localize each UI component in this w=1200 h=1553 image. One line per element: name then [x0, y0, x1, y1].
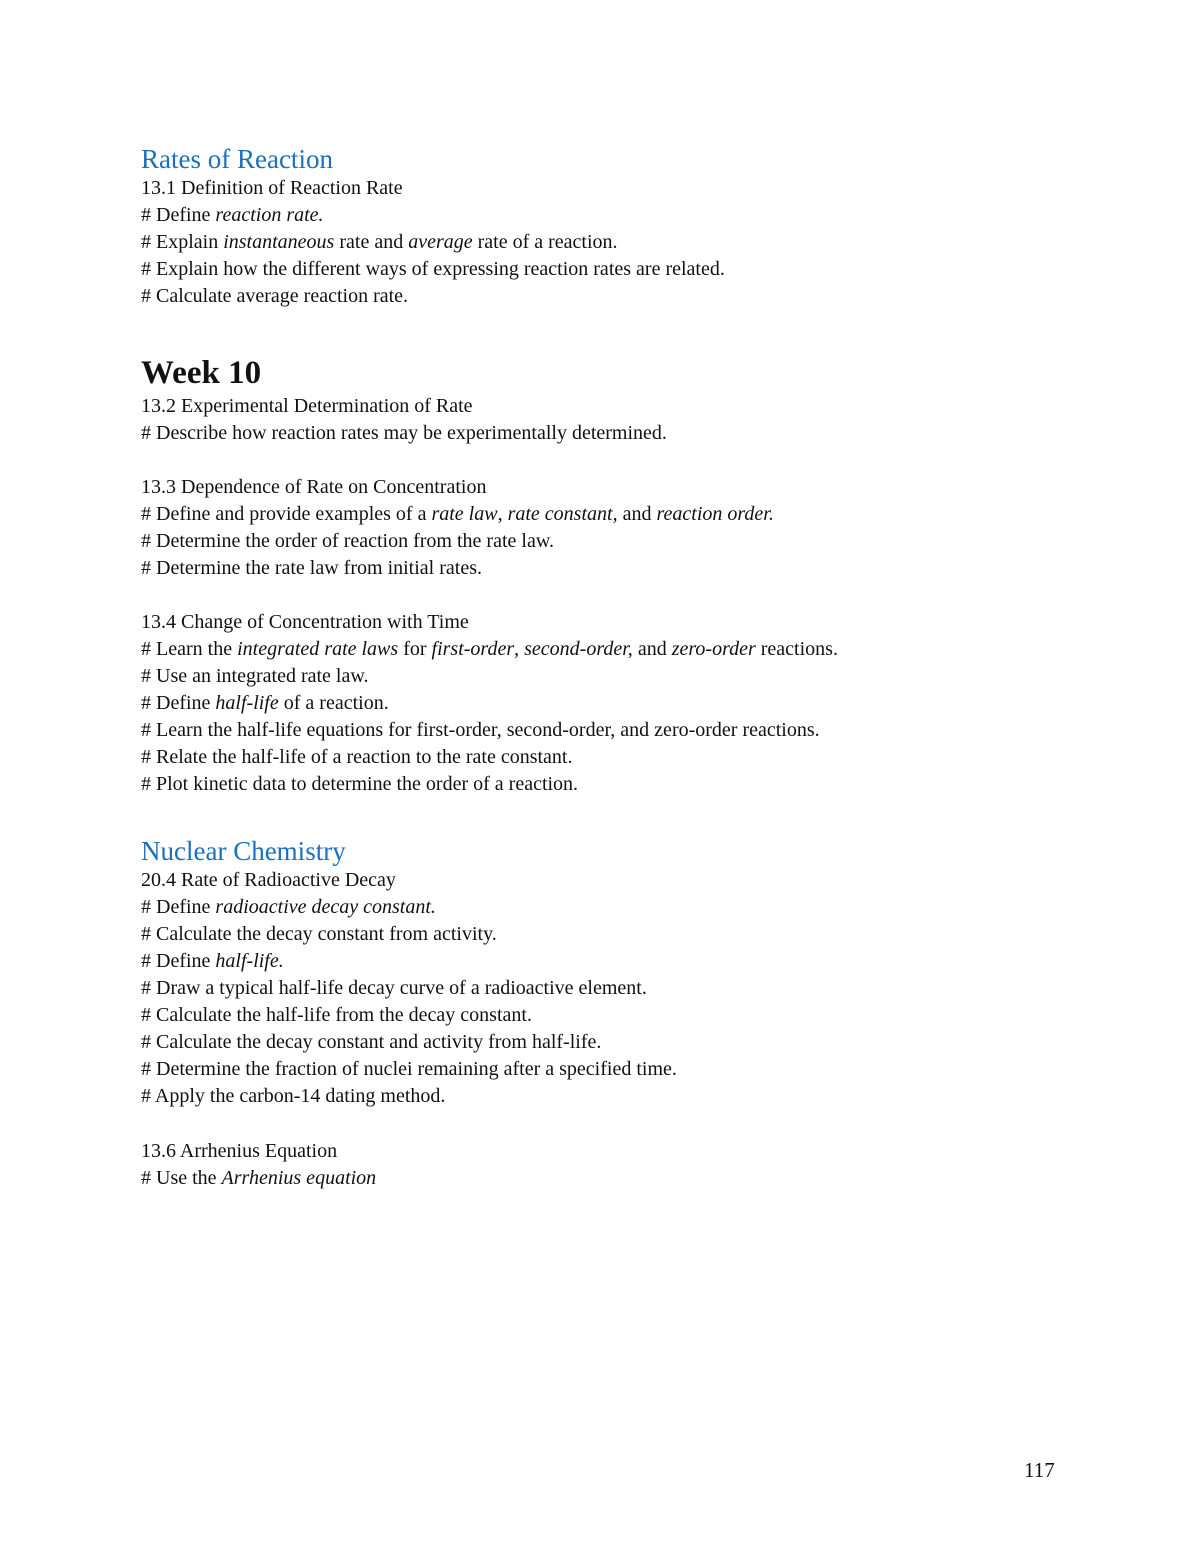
objective-list	[141, 202, 1101, 310]
week-title: Week 10	[141, 355, 262, 391]
objective-text: # Learn the	[141, 638, 238, 660]
objective-text: # Calculate average reaction rate.	[141, 285, 409, 307]
page-number: 117	[1024, 1458, 1055, 1482]
objective-emphasis: first-order	[431, 638, 515, 660]
objective-text: # Learn the half-life equations for first-order, second-order, and zero-order reactions.	[141, 719, 820, 741]
objective-text: # Explain	[141, 231, 224, 253]
objective-text: # Determine the order of reaction from the rate law.	[141, 530, 554, 552]
objective-item	[141, 663, 1101, 690]
objective-text: ,	[497, 503, 508, 525]
objective-item	[141, 229, 1101, 256]
objective-text: # Calculate the half-life from the decay constant.	[141, 1004, 532, 1026]
section-concentration-time	[141, 609, 1101, 798]
objective-item	[141, 501, 1101, 528]
objective-text: reactions.	[755, 638, 838, 660]
topic-heading: 13.2 Experimental Determination of Rate	[141, 395, 473, 417]
objective-item	[141, 1083, 1101, 1110]
section-week-10	[141, 353, 1101, 447]
section-title: Rates of Reaction	[141, 144, 333, 174]
objective-text: # Define	[141, 896, 216, 918]
objective-emphasis: Arrhenius equation	[221, 1167, 377, 1189]
objective-text: and	[617, 503, 657, 525]
objective-emphasis: average	[408, 231, 473, 253]
objective-item	[141, 528, 1101, 555]
topic-heading: 13.1 Definition of Reaction Rate	[141, 177, 403, 199]
objective-text: # Define	[141, 692, 216, 714]
section-rate-concentration	[141, 474, 1101, 582]
objective-item	[141, 1056, 1101, 1083]
objective-item	[141, 256, 1101, 283]
objective-item	[141, 690, 1101, 717]
objective-item	[141, 1029, 1101, 1056]
objective-text: rate of a reaction.	[472, 231, 618, 253]
section-title: Nuclear Chemistry	[141, 836, 346, 866]
objective-item	[141, 771, 1101, 798]
objective-item	[141, 975, 1101, 1002]
objective-list	[141, 894, 1101, 1110]
objective-item	[141, 1002, 1101, 1029]
objective-text: # Explain how the different ways of expressing reaction rates are related.	[141, 258, 725, 280]
section-arrhenius	[141, 1138, 1101, 1192]
objective-text: # Define	[141, 950, 216, 972]
objective-item	[141, 636, 1101, 663]
objective-text: # Define and provide examples of a	[141, 503, 432, 525]
objective-emphasis: rate law	[431, 503, 498, 525]
objective-list	[141, 420, 1101, 447]
objective-list	[141, 501, 1101, 582]
objective-text: of a reaction.	[278, 692, 389, 714]
objective-item	[141, 555, 1101, 582]
objective-text: # Determine the rate law from initial rates.	[141, 557, 482, 579]
objective-text: # Relate the half-life of a reaction to the rate constant.	[141, 746, 573, 768]
objective-item	[141, 744, 1101, 771]
objective-text: # Define	[141, 204, 216, 226]
objective-text: # Use an integrated rate law.	[141, 665, 369, 687]
objective-emphasis: reaction rate.	[215, 204, 324, 226]
objective-item	[141, 283, 1101, 310]
objective-text: # Apply the carbon-14 dating method.	[141, 1085, 446, 1107]
topic-heading: 13.3 Dependence of Rate on Concentration	[141, 476, 487, 498]
objective-item	[141, 202, 1101, 229]
section-rates-of-reaction	[141, 143, 1101, 310]
topic-heading: 13.6 Arrhenius Equation	[141, 1140, 338, 1162]
objective-emphasis: instantaneous	[223, 231, 335, 253]
objective-text: # Use the	[141, 1167, 222, 1189]
objective-emphasis: integrated rate laws	[237, 638, 399, 660]
objective-list	[141, 1165, 1101, 1192]
objective-item	[141, 894, 1101, 921]
objective-text: # Calculate the decay constant from activity.	[141, 923, 497, 945]
objective-item	[141, 420, 1101, 447]
objective-item	[141, 948, 1101, 975]
objective-list	[141, 636, 1101, 798]
objective-item	[141, 921, 1101, 948]
objective-emphasis: half-life	[215, 692, 279, 714]
topic-heading: 13.4 Change of Concentration with Time	[141, 611, 469, 633]
objective-item	[141, 1165, 1101, 1192]
objective-emphasis: second-order,	[524, 638, 633, 660]
objective-text: # Determine the fraction of nuclei remaining after a specified time.	[141, 1058, 677, 1080]
objective-emphasis: zero-order	[671, 638, 756, 660]
objective-item	[141, 717, 1101, 744]
topic-heading: 20.4 Rate of Radioactive Decay	[141, 869, 396, 891]
objective-text: # Describe how reaction rates may be experimentally determined.	[141, 422, 667, 444]
objective-text: # Plot kinetic data to determine the order of a reaction.	[141, 773, 579, 795]
objective-text: # Draw a typical half-life decay curve of a radioactive element.	[141, 977, 647, 999]
objective-text: rate and	[334, 231, 409, 253]
section-nuclear-chemistry	[141, 835, 1101, 1110]
objective-text: # Calculate the decay constant and activity from half-life.	[141, 1031, 602, 1053]
objective-emphasis: radioactive decay constant.	[215, 896, 436, 918]
objective-text: and	[632, 638, 672, 660]
objective-text: ,	[514, 638, 525, 660]
objective-text: for	[398, 638, 432, 660]
objective-emphasis: reaction order.	[656, 503, 774, 525]
objective-emphasis: rate constant,	[507, 503, 618, 525]
objective-emphasis: half-life.	[215, 950, 284, 972]
